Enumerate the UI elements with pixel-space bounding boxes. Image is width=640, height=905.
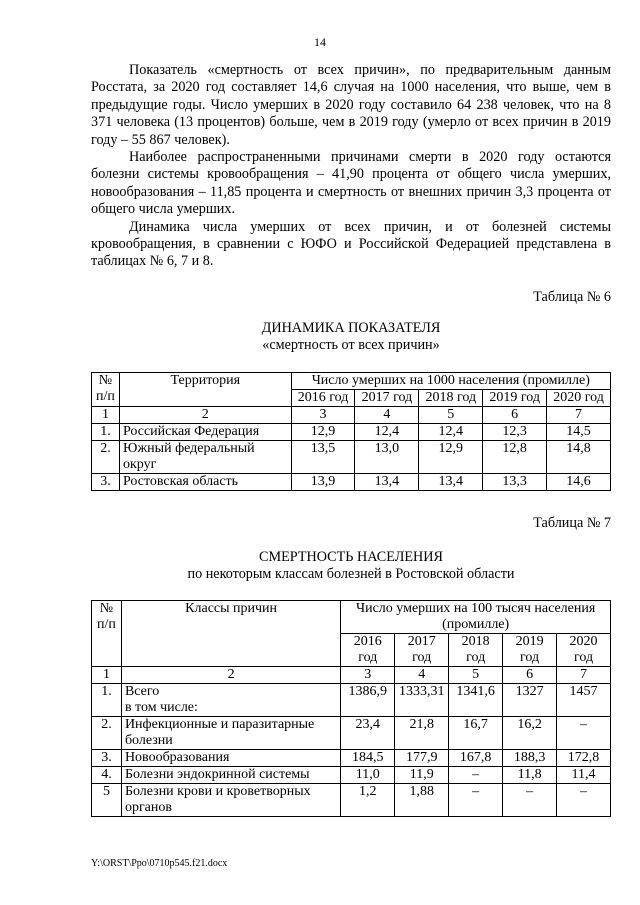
- row-value: 11,0: [341, 767, 395, 784]
- table6-header-group: Число умерших на 1000 населения (промилле): [291, 373, 610, 390]
- table7-year: 2018 год: [449, 634, 503, 667]
- paragraph: Наиболее распространенными причинами смерти в 2020 году остаются болезни системы кровообращения – 41,90 процента от общего числа умерших, новообразования – 11,85 процента и смертность от внешних причин 3,3 процента от общего числа умерших.: [91, 149, 611, 218]
- table7: [91, 600, 611, 817]
- row-name: Новообразования: [121, 750, 340, 767]
- row-value: 23,4: [341, 717, 395, 750]
- row-value: 172,8: [557, 750, 611, 767]
- row-value: 1457: [557, 684, 611, 717]
- table-row: [92, 717, 611, 750]
- row-value: 13,5: [291, 441, 355, 474]
- table7-header-group: Число умерших на 100 тысяч населения (промилле): [341, 601, 611, 634]
- row-value: –: [557, 717, 611, 750]
- row-value: 12,3: [483, 424, 547, 441]
- table7-title: СМЕРТНОСТЬ НАСЕЛЕНИЯ: [259, 549, 443, 565]
- row-value: 13,3: [483, 474, 547, 491]
- table7-colnum: 4: [395, 667, 449, 684]
- row-value: –: [449, 767, 503, 784]
- row-value: 11,9: [395, 767, 449, 784]
- table6-colnum: 1: [92, 407, 120, 424]
- table6-colnum: 3: [291, 407, 355, 424]
- row-value: 13,4: [355, 474, 419, 491]
- row-value: 1,2: [341, 784, 395, 817]
- table7-header-class: Классы причин: [121, 601, 340, 667]
- table7-year: 2019 год: [503, 634, 557, 667]
- table7-colnum: 6: [503, 667, 557, 684]
- row-value: 12,8: [483, 441, 547, 474]
- paragraph: Динамика числа умерших от всех причин, и от болезней системы кровообращения, в сравнении с ЮФО и Российской Федерацией представлена в таблицах № 6, 7 и 8.: [91, 218, 611, 270]
- row-value: 21,8: [395, 717, 449, 750]
- row-num: 4.: [92, 767, 122, 784]
- table6-year: 2020 год: [547, 390, 611, 407]
- table-row: [92, 784, 611, 817]
- row-value: –: [449, 784, 503, 817]
- table6-colnum: 6: [483, 407, 547, 424]
- row-value: 188,3: [503, 750, 557, 767]
- row-value: 1333,31: [395, 684, 449, 717]
- row-name: Ростовская область: [119, 474, 291, 491]
- row-num: 2.: [92, 717, 122, 750]
- table6-caption: Таблица № 6: [533, 289, 611, 305]
- table6-year: 2018 год: [419, 390, 483, 407]
- row-value: 12,9: [419, 441, 483, 474]
- table-row: [92, 767, 611, 784]
- row-name: Болезни эндокринной системы: [121, 767, 340, 784]
- row-value: 14,8: [547, 441, 611, 474]
- row-value: 1,88: [395, 784, 449, 817]
- row-num: 2.: [92, 441, 120, 474]
- row-value: 16,2: [503, 717, 557, 750]
- row-name: Южный федеральный округ: [119, 441, 291, 474]
- table6-title: ДИНАМИКА ПОКАЗАТЕЛЯ: [261, 320, 441, 336]
- row-value: 1327: [503, 684, 557, 717]
- table6-subtitle: «смертность от всех причин»: [262, 337, 440, 353]
- row-value: 14,5: [547, 424, 611, 441]
- table7-year: 2020 год: [557, 634, 611, 667]
- row-num: 1.: [92, 684, 122, 717]
- table7-colnum: 1: [92, 667, 122, 684]
- row-num: 1.: [92, 424, 120, 441]
- row-num: 5: [92, 784, 122, 817]
- row-value: 177,9: [395, 750, 449, 767]
- row-value: –: [503, 784, 557, 817]
- table7-colnum: 5: [449, 667, 503, 684]
- table6-header-territory: Территория: [119, 373, 291, 407]
- row-name: Инфекционные и паразитарные болезни: [121, 717, 340, 750]
- table6-year: 2016 год: [291, 390, 355, 407]
- table6-colnum: 7: [547, 407, 611, 424]
- file-path-footer: Y:\ORST\Ppo\0710p545.f21.docx: [91, 858, 228, 869]
- table6: [91, 372, 611, 491]
- table-row: [92, 684, 611, 717]
- table6-colnum: 5: [419, 407, 483, 424]
- table-row: [92, 424, 611, 441]
- table-row: [92, 441, 611, 474]
- row-name: Российская Федерация: [119, 424, 291, 441]
- table6-colnum: 2: [119, 407, 291, 424]
- row-value: 13,9: [291, 474, 355, 491]
- row-value: 11,8: [503, 767, 557, 784]
- table6-year: 2017 год: [355, 390, 419, 407]
- table7-subtitle: по некоторым классам болезней в Ростовской области: [187, 566, 515, 582]
- table7-year: 2017 год: [395, 634, 449, 667]
- table-row: [92, 750, 611, 767]
- row-value: 13,0: [355, 441, 419, 474]
- table7-caption: Таблица № 7: [533, 515, 611, 531]
- row-value: 167,8: [449, 750, 503, 767]
- row-name: Всего в том числе:: [121, 684, 340, 717]
- row-value: –: [557, 784, 611, 817]
- table7-year: 2016 год: [341, 634, 395, 667]
- table7-header-num: № п/п: [92, 601, 122, 667]
- row-value: 12,4: [419, 424, 483, 441]
- row-value: 11,4: [557, 767, 611, 784]
- row-value: 16,7: [449, 717, 503, 750]
- table-row: [92, 474, 611, 491]
- row-value: 13,4: [419, 474, 483, 491]
- table6-year: 2019 год: [483, 390, 547, 407]
- paragraph: Показатель «смертность от всех причин», по предварительным данным Росстата, за 2020 год составляет 14,6 случая на 1000 населения, что выше, чем в предыдущие годы. Число умерших в 2020 году составило 64 238 человек, что на 8 371 человека (13 процентов) больше, чем в 2019 году (умерло от всех причин в 2019 году – 55 867 человек).: [91, 62, 611, 148]
- page-number: 14: [314, 35, 326, 49]
- row-value: 12,9: [291, 424, 355, 441]
- table6-colnum: 4: [355, 407, 419, 424]
- row-value: 1386,9: [341, 684, 395, 717]
- table6-header-num: № п/п: [92, 373, 120, 407]
- row-value: 14,6: [547, 474, 611, 491]
- row-num: 3.: [92, 474, 120, 491]
- table7-colnum: 7: [557, 667, 611, 684]
- row-num: 3.: [92, 750, 122, 767]
- row-value: 12,4: [355, 424, 419, 441]
- table7-colnum: 2: [121, 667, 340, 684]
- row-value: 184,5: [341, 750, 395, 767]
- body-text: [91, 62, 611, 271]
- table7-colnum: 3: [341, 667, 395, 684]
- row-value: 1341,6: [449, 684, 503, 717]
- row-name: Болезни крови и кроветворных органов: [121, 784, 340, 817]
